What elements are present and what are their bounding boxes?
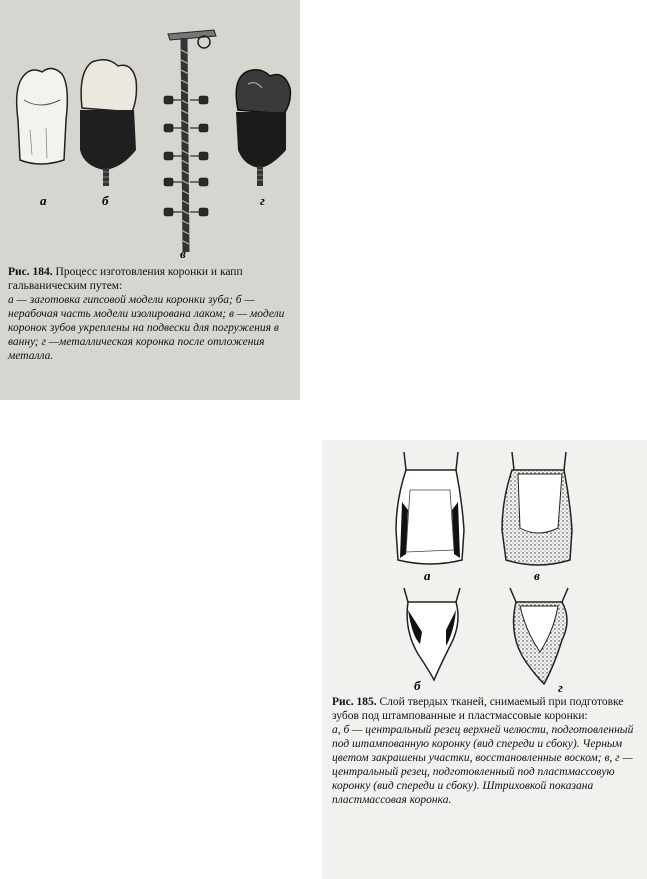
label-b-184: б [102, 193, 109, 208]
suspension-rod [164, 30, 216, 252]
figure-185-title: Слой твердых тканей, снимаемый при подготовке зубов под штампованные и пластмассовые коронки: [332, 696, 624, 722]
figure-185-number: Рис. 185. [332, 696, 377, 708]
figure-184-title: Процесс изготовления коронки и капп гальваническим путем: [8, 266, 243, 292]
label-v-185: в [534, 568, 540, 583]
figure-184 [0, 0, 300, 400]
figure-184-number: Рис. 184. [8, 266, 53, 278]
figure-185-description: а, б — центральный резец верхней челюсти, подготовленный под штампованную коронку (вид спереди и сбоку). Черным цветом закрашены участки, восстановленные воском; в, г — центральный резец, подготовленный под пластмассовую коронку (вид спереди и сбоку). Штриховкой показана пластмассовая коронка. [332, 724, 634, 806]
figure-184-description: а — заготовка гипсовой модели коронки зуба; б — нерабочая часть модели изолирована лаком; в — модели коронок зубов укреплены на подвески для погружения в ванну; г —металлическая коронка после отложения металла. [8, 294, 285, 362]
label-g-184: г [260, 193, 265, 208]
metal-crown-tooth [236, 70, 290, 186]
lacquered-model-tooth [80, 60, 137, 186]
label-v-184: в [180, 246, 186, 260]
incisor-side-stamped [404, 588, 460, 680]
label-a-185: а [424, 568, 431, 583]
figure-184-caption [8, 265, 294, 363]
gypsum-model-tooth [17, 68, 68, 164]
incisor-front-plastic [502, 452, 572, 565]
figure-184-illustration [0, 0, 300, 260]
label-g-185: г [558, 680, 563, 692]
figure-185-illustration [322, 440, 647, 692]
incisor-side-plastic [510, 588, 568, 684]
label-a-184: а [40, 193, 47, 208]
figure-185-caption [332, 695, 637, 807]
incisor-front-stamped [396, 452, 464, 564]
figure-185 [322, 440, 647, 879]
label-b-185: б [414, 678, 421, 692]
